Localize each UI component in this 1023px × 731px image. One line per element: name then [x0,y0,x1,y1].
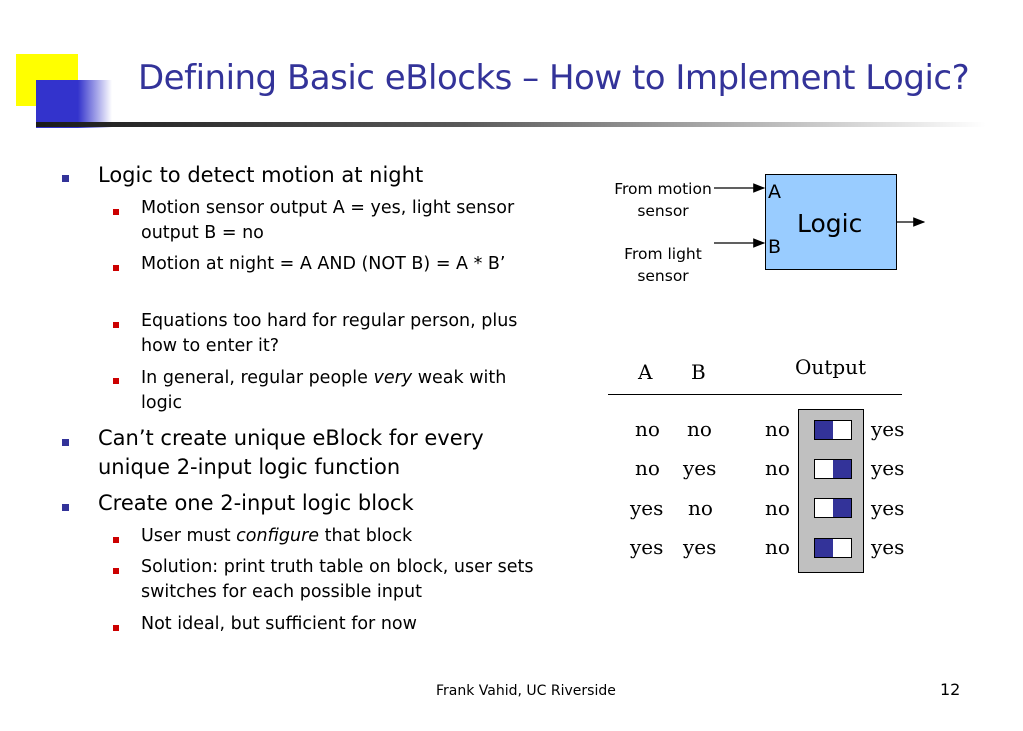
input-b-label-line1: From light [624,245,702,263]
row-b-value: no [687,417,712,441]
output-switch[interactable] [814,459,852,479]
emphasis-text: configure [236,526,320,546]
input-a-label-line1: From motion [614,180,712,198]
row-off-label: no [765,417,790,441]
row-off-label: no [765,535,790,559]
output-switch[interactable] [814,498,852,518]
switch-knob [815,421,833,439]
page-number: 12 [940,680,961,699]
row-b-value: yes [683,456,717,480]
input-b-label-line2: sensor [637,267,689,285]
row-on-label: yes [871,496,905,520]
row-on-label: yes [871,456,905,480]
sub-bullet-item: Motion at night = A AND (NOT B) = A * B’ [141,254,506,274]
text-run: weak with logic [141,368,507,413]
sub-bullet-item: Not ideal, but sufficient for now [141,614,417,634]
port-a-label: A [768,181,781,203]
table-header-rule [608,394,902,395]
output-switch[interactable] [814,420,852,440]
row-b-value: no [688,496,713,520]
row-on-label: yes [871,535,905,559]
row-a-value: no [635,417,660,441]
row-a-value: yes [630,496,664,520]
sub-bullet-item: Equations too hard for regular person, plus how to enter it? [141,311,518,356]
switch-knob [815,539,833,557]
row-off-label: no [765,496,790,520]
bullet-item: Can’t create unique eBlock for every unique 2-input logic function [98,426,484,479]
footer-text: Frank Vahid, UC Riverside [436,683,616,699]
header-b: B [691,360,706,384]
text-run: that block [319,526,413,546]
sub-bullet-item: Motion sensor output A = yes, light sensor output B = no [141,198,515,243]
switch-knob [833,460,851,478]
row-b-value: yes [683,535,717,559]
bullet-item: Create one 2-input logic block [98,491,414,515]
header-a: A [638,360,653,384]
port-b-label: B [768,236,782,258]
row-off-label: no [765,456,790,480]
logic-block-label: Logic [797,209,863,238]
emphasis-text: very [373,368,413,388]
text-run: User must [141,526,237,546]
slide-title: Defining Basic eBlocks – How to Implement Logic? [138,58,970,98]
bullet-item: Logic to detect motion at night [98,163,424,187]
row-on-label: yes [871,417,905,441]
output-switch[interactable] [814,538,852,558]
text-run: In general, regular people [141,368,374,388]
input-a-label-line2: sensor [637,202,689,220]
sub-bullet-item: Solution: print truth table on block, user sets switches for each possible input [141,557,534,602]
row-a-value: no [635,456,660,480]
header-output: Output [795,355,867,379]
switch-knob [833,499,851,517]
row-a-value: yes [630,535,664,559]
